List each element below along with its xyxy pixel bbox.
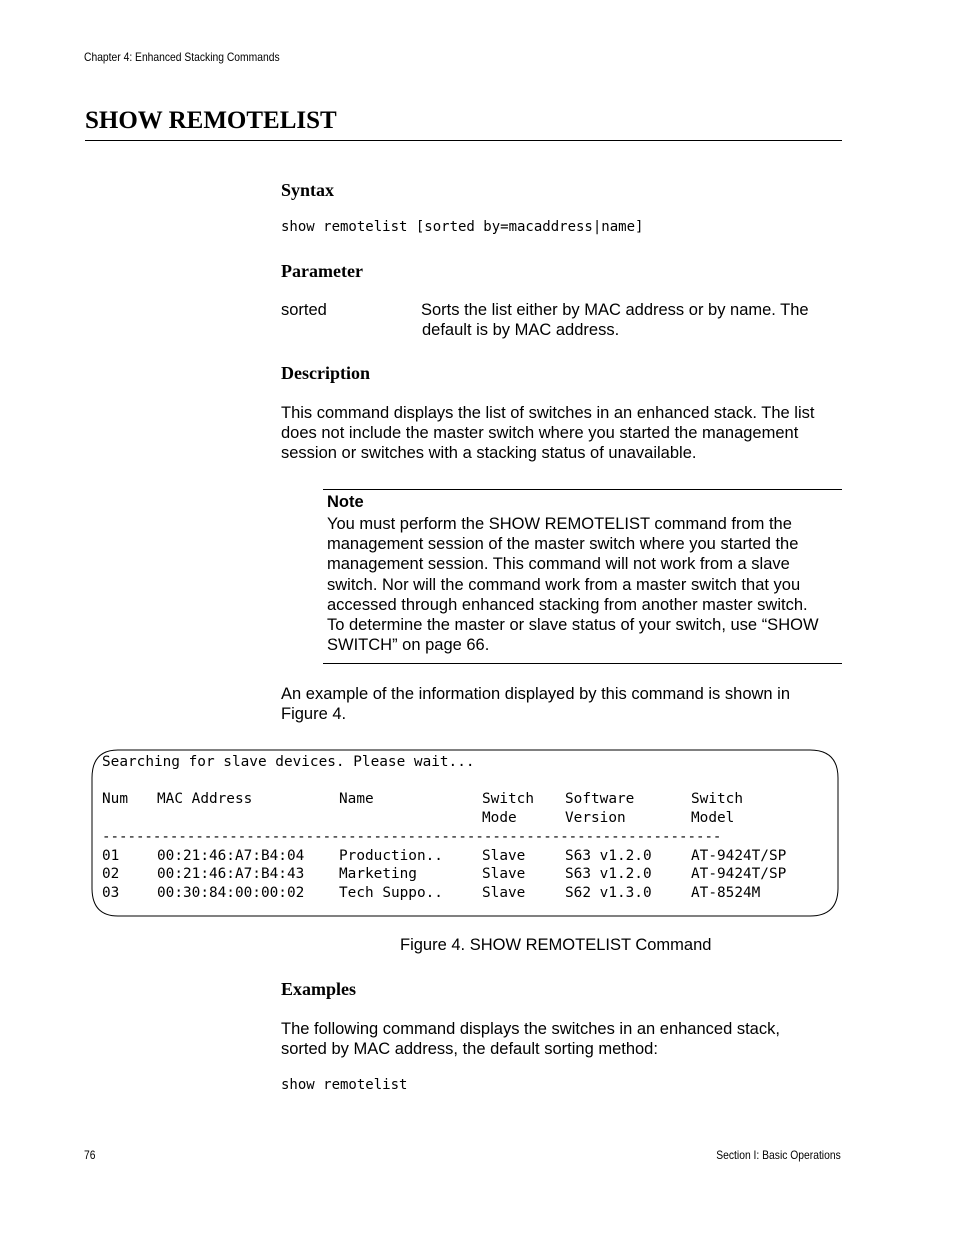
row-software: S63 v1.2.0 [565, 848, 652, 864]
description-line: session or switches with a stacking status of unavailable. [281, 444, 697, 463]
row-name: Tech Suppo.. [339, 885, 443, 901]
row-num: 01 [102, 848, 120, 864]
col-header-mode-2: Mode [482, 810, 517, 826]
row-software: S62 v1.3.0 [565, 885, 652, 901]
note-line: SWITCH” on page 66. [327, 636, 490, 655]
example-intro-line: Figure 4. [281, 705, 347, 724]
title-rule [85, 140, 842, 141]
col-header-name: Name [339, 791, 374, 807]
page-title: SHOW REMOTELIST [85, 107, 337, 134]
examples-command: show remotelist [281, 1077, 408, 1093]
col-header-model: Switch [691, 791, 743, 807]
example-intro [281, 684, 851, 724]
examples-line: The following command displays the switches in an enhanced stack, [281, 1020, 780, 1038]
note-line: management session. This command will not work from a slave [327, 555, 790, 574]
footer-section: Section I: Basic Operations [716, 1148, 841, 1162]
row-mode: Slave [482, 848, 526, 864]
syntax-heading: Syntax [281, 180, 335, 200]
examples-heading: Examples [281, 979, 357, 999]
row-mac: 00:21:46:A7:B4:43 [157, 866, 305, 882]
note-text [327, 514, 847, 655]
col-header-software: Software [565, 791, 635, 807]
note-line: You must perform the SHOW REMOTELIST command from the [327, 515, 792, 533]
row-model: AT-8524M [691, 885, 761, 901]
description-heading: Description [281, 363, 370, 383]
note-line: switch. Nor will the command work from a master switch that you [327, 575, 801, 594]
col-header-mac: MAC Address [157, 791, 253, 807]
syntax-command: show remotelist [sorted by=macaddress|name] [281, 219, 644, 235]
col-header-num: Num [102, 791, 128, 807]
running-header: Chapter 4: Enhanced Stacking Commands [84, 50, 280, 64]
note-top-rule [323, 489, 842, 490]
description-line: does not include the master switch where you started the management [281, 424, 799, 443]
parameter-heading: Parameter [281, 261, 363, 281]
description-line: This command displays the list of switches in an enhanced stack. The list [281, 404, 815, 422]
row-mac: 00:30:84:00:00:02 [157, 885, 305, 901]
parameter-description-line2: default is by MAC address. [422, 321, 620, 339]
note-bottom-rule [323, 663, 842, 664]
row-name: Marketing [339, 866, 417, 882]
row-name: Production.. [339, 848, 443, 864]
row-num: 03 [102, 885, 120, 901]
note-line: To determine the master or slave status of your switch, use “SHOW [327, 616, 819, 635]
parameter-description-line1: Sorts the list either by MAC address or by name. The [421, 301, 809, 319]
note-line: management session of the master switch where you started the [327, 535, 799, 554]
parameter-name: sorted [281, 301, 327, 319]
searching-message: Searching for slave devices. Please wait... [102, 754, 475, 770]
row-software: S63 v1.2.0 [565, 866, 652, 882]
examples-paragraph [281, 1019, 851, 1059]
description-paragraph [281, 403, 851, 464]
note-line: accessed through enhanced stacking from another master switch. [327, 595, 808, 614]
row-model: AT-9424T/SP [691, 866, 787, 882]
row-mode: Slave [482, 885, 526, 901]
page-number: 76 [84, 1148, 96, 1162]
note-label: Note [327, 493, 364, 511]
row-model: AT-9424T/SP [691, 848, 787, 864]
example-intro-line: An example of the information displayed by this command is shown in [281, 685, 791, 703]
col-header-model-2: Model [691, 810, 735, 826]
row-num: 02 [102, 866, 120, 882]
col-header-mode: Switch [482, 791, 534, 807]
row-mac: 00:21:46:A7:B4:04 [157, 848, 305, 864]
examples-line: sorted by MAC address, the default sorting method: [281, 1040, 658, 1059]
col-header-software-2: Version [565, 810, 626, 826]
row-mode: Slave [482, 866, 526, 882]
figure-caption: Figure 4. SHOW REMOTELIST Command [400, 936, 712, 954]
separator-line: ------------------------------------------------------------------------- [102, 829, 722, 845]
